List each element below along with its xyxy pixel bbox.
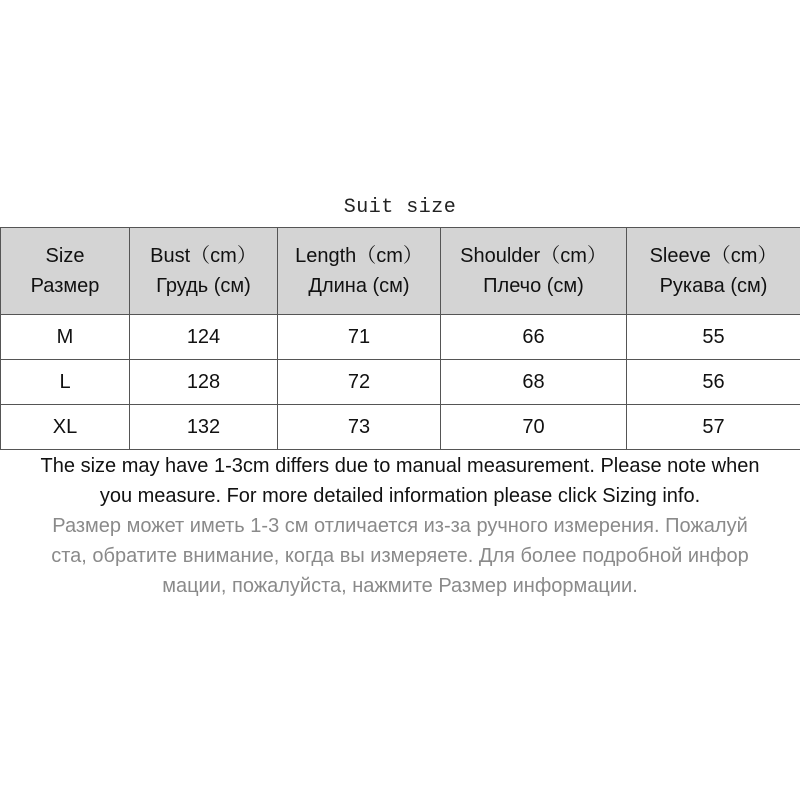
header-bust-ru: Грудь (см) (156, 275, 251, 297)
cell-size: XL (1, 405, 130, 450)
cell-size: M (1, 315, 130, 360)
table-header-row (1, 228, 800, 315)
cell-bust: 124 (130, 315, 278, 360)
note-russian-line-1: Размер может иметь 1-3 см отличается из-за ручного измерения. Пожалуй (52, 515, 748, 537)
cell-sleeve: 57 (627, 405, 800, 450)
cell-sleeve: 55 (627, 315, 800, 360)
header-length (278, 228, 441, 315)
cell-size: L (1, 360, 130, 405)
header-sleeve (627, 228, 800, 315)
note-english-line-1: The size may have 1-3cm differs due to manual measurement. Please note when (40, 455, 760, 477)
cell-bust: 132 (130, 405, 278, 450)
header-bust (130, 228, 278, 315)
cell-shoulder: 70 (441, 405, 627, 450)
measurement-notes (0, 451, 800, 601)
header-size (1, 228, 130, 315)
header-length-ru: Длина (см) (308, 275, 410, 297)
cell-length: 73 (278, 405, 441, 450)
note-english-line-2: you measure. For more detailed information please click Sizing info. (99, 485, 701, 507)
header-shoulder-ru: Плечо (см) (483, 275, 584, 297)
header-shoulder-en: Shoulder（cm） (460, 245, 607, 267)
note-russian-line-3: мации, пожалуйста, нажмите Размер информации. (162, 575, 638, 597)
cell-shoulder: 66 (441, 315, 627, 360)
table-row (1, 315, 800, 360)
cell-length: 72 (278, 360, 441, 405)
cell-shoulder: 68 (441, 360, 627, 405)
header-size-ru: Размер (30, 275, 100, 297)
header-bust-en: Bust（cm） (150, 245, 257, 267)
size-table (0, 227, 800, 450)
cell-bust: 128 (130, 360, 278, 405)
cell-length: 71 (278, 315, 441, 360)
header-sleeve-ru: Рукава (см) (659, 275, 768, 297)
chart-title: Suit size (343, 196, 457, 219)
header-sleeve-en: Sleeve（cm） (649, 245, 778, 267)
table-row (1, 360, 800, 405)
cell-sleeve: 56 (627, 360, 800, 405)
header-size-en: Size (45, 245, 85, 267)
header-length-en: Length（cm） (295, 245, 423, 267)
table-row (1, 405, 800, 450)
header-shoulder (441, 228, 627, 315)
note-russian-line-2: ста, обратите внимание, когда вы измеряете. Для более подробной инфор (51, 545, 749, 567)
